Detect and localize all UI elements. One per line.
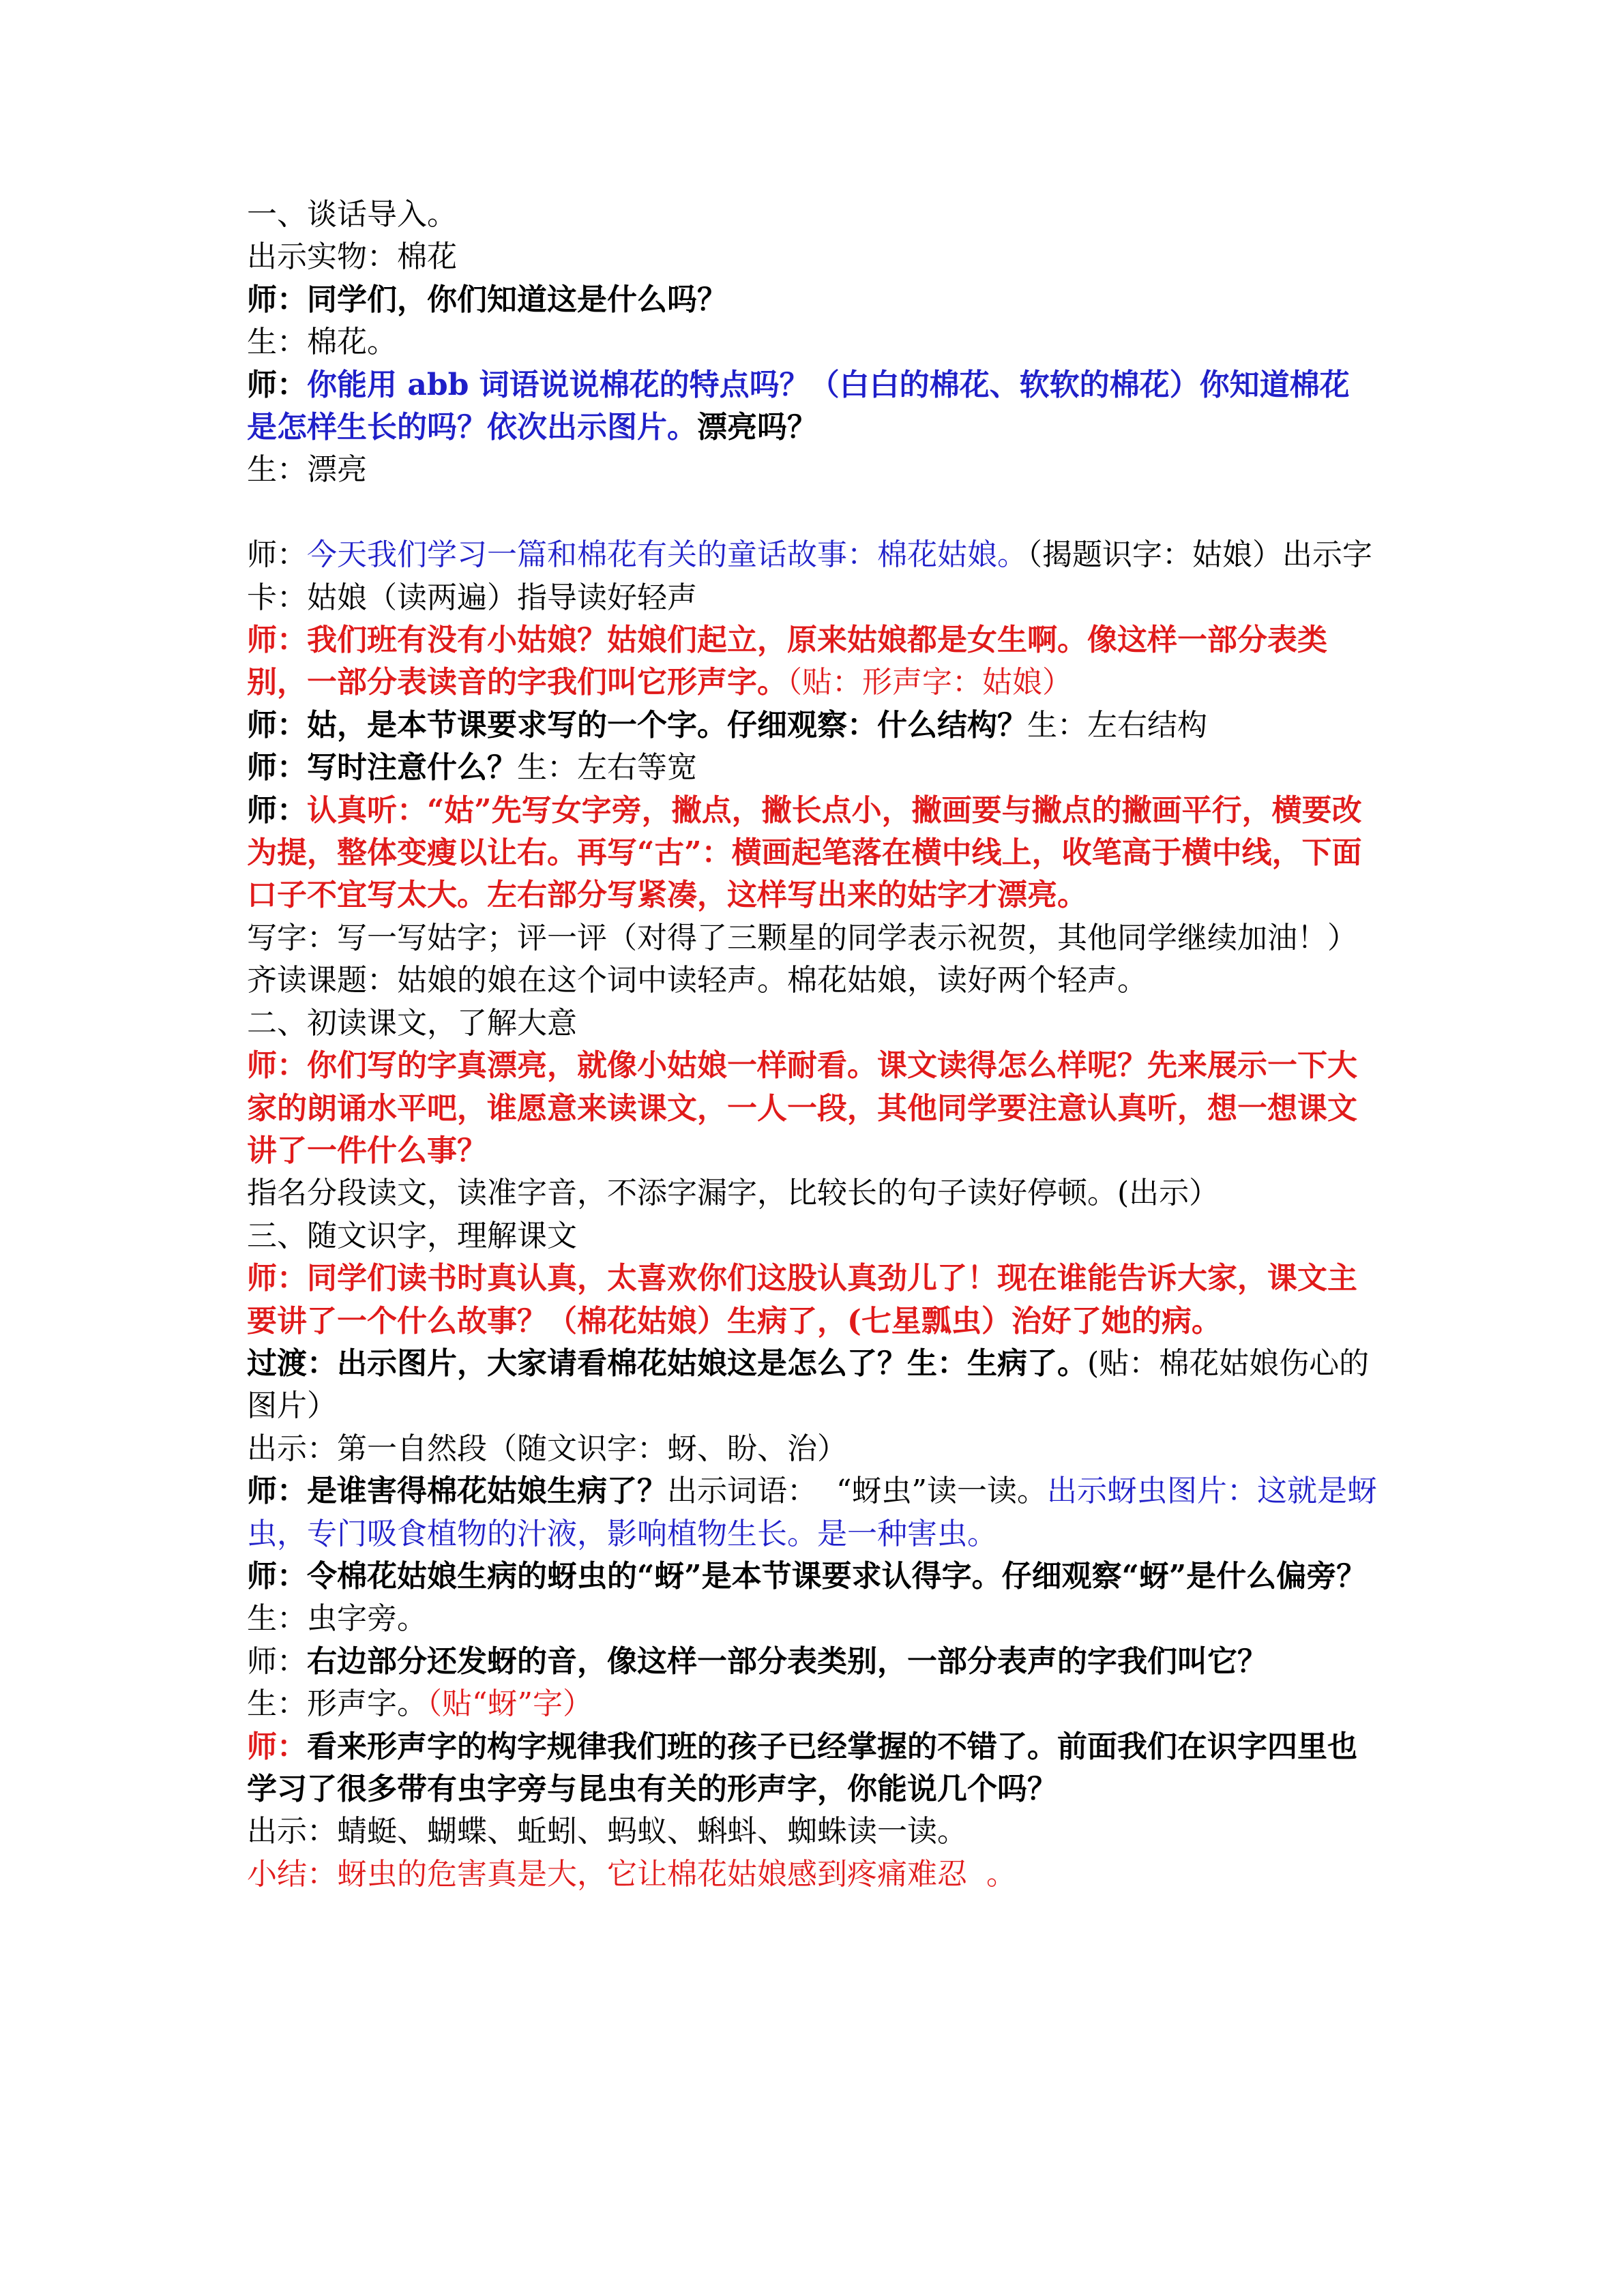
text-run: 师： (247, 537, 307, 573)
paragraph (247, 1810, 1379, 1853)
text-run: 一、谈话导入。 (247, 197, 457, 232)
text-run: 师： (247, 792, 307, 828)
paragraph (247, 1045, 1379, 1172)
text-run: 师：同学们，你们知道这是什么吗？ (247, 282, 727, 317)
paragraph (247, 619, 1379, 704)
paragraph (247, 1172, 1379, 1214)
text-run: 师：我们班有没有小姑娘？姑娘们起立，原来姑娘都是女生啊。像这样一部分表类别，一部分表读音的字我们叫它形声字。 (247, 623, 1327, 700)
text-run: 你能用 abb 词语说说棉花的特点吗？（白白的棉花、软软的棉花）你知道棉花是怎样生长的吗？依次出示图片。 (247, 367, 1350, 445)
paragraph (247, 1555, 1379, 1598)
paragraph (247, 1215, 1379, 1257)
text-run: 生：左右结构 (1027, 707, 1207, 743)
text-run: 指名分段读文，读准字音，不添字漏字，比较长的句子读好停顿。(出示） (247, 1176, 1220, 1211)
paragraph (247, 1343, 1379, 1428)
text-run: 师： (247, 367, 307, 402)
paragraph (247, 1726, 1379, 1811)
paragraph (247, 236, 1379, 278)
text-run: 生：漂亮 (247, 452, 367, 488)
text-run: 三、随文识字，理解课文 (247, 1218, 577, 1253)
text-run: 二、初读课文，了解大意 (247, 1005, 577, 1041)
text-run: 师： (247, 1729, 307, 1764)
text-run: 师： (247, 1643, 307, 1679)
paragraph (247, 1683, 1379, 1725)
paragraph (247, 790, 1379, 917)
paragraph (247, 1853, 1379, 1896)
paragraph (247, 704, 1379, 747)
text-run: 小结：蚜虫的危害真是大，它让棉花姑娘感到疼痛难忍 。 (247, 1856, 1016, 1892)
text-run: 出示：第一自然段（随文识字：蚜、盼、治） (247, 1431, 847, 1466)
lesson-plan-text (247, 194, 1624, 1896)
text-run: 师：写时注意什么？ (247, 750, 517, 786)
text-run: 出示蚜虫图片：这就是蚜虫，专门吸食植物的汁液，影响植物生长。是一种害虫。 (247, 1474, 1377, 1551)
text-run: 生：形声字。 (247, 1686, 427, 1722)
text-run: 师：姑，是本节课要求写的一个字。仔细观察：什么结构？ (247, 707, 1027, 743)
text-run: 认真听：“姑”先写女字旁，撇点，撇长点小，撇画要与撇点的撇画平行，横要改为提，整体变瘦以让右。再写“古”：横画起笔落在横中线上，收笔高于横中线，下面口子不宜写太大。左右部分写紧凑，这样写出来的姑字才漂亮。 (247, 792, 1362, 913)
text-run: 右边部分还发蚜的音，像这样一部分表类别，一部分表声的字我们叫它？ (307, 1643, 1267, 1679)
text-run: 漂亮吗？ (697, 410, 817, 445)
paragraph (247, 1257, 1379, 1343)
text-run: 生：棉花。 (247, 325, 397, 360)
text-run: (贴：棉花姑娘伤心的图片） (247, 1345, 1370, 1424)
text-run: 出示词语： “蚜虫”读一读。 (667, 1474, 1047, 1509)
paragraph (247, 449, 1379, 491)
paragraph (247, 321, 1379, 363)
text-run: （贴：形声字：姑娘） (787, 665, 1072, 700)
paragraph (247, 279, 1379, 321)
paragraph (247, 747, 1379, 789)
text-run: 出示：蜻蜓、蝴蝶、蚯蚓、蚂蚁、蝌蚪、蜘蛛读一读。 (247, 1814, 967, 1849)
paragraph (247, 1002, 1379, 1045)
paragraph (247, 959, 1379, 1002)
text-run: 生：左右等宽 (517, 750, 697, 786)
text-run: 齐读课题：姑娘的娘在这个词中读轻声。棉花姑娘，读好两个轻声。 (247, 963, 1147, 998)
text-run: 师：你们写的字真漂亮，就像小姑娘一样耐看。课文读得怎么样呢？先来展示一下大家的朗诵水平吧，谁愿意来读课文，一人一段，其他同学要注意认真听，想一想课文讲了一件什么事？ (247, 1048, 1357, 1168)
text-run: 师：同学们读书时真认真，太喜欢你们这股认真劲儿了！现在谁能告诉大家，课文主要讲了一个什么故事？（棉花姑娘）生病了，(七星瓢虫）治好了她的病。 (247, 1261, 1357, 1339)
text-run: 师：令棉花姑娘生病的蚜虫的“蚜”是本节课要求认得字。仔细观察“蚜”是什么偏旁？ (247, 1558, 1367, 1594)
paragraph (247, 1641, 1379, 1683)
paragraph (247, 1470, 1379, 1555)
text-run: 生：虫字旁。 (247, 1601, 427, 1637)
text-run: 师：是谁害得棉花姑娘生病了？ (247, 1474, 667, 1509)
text-run: 看来形声字的构字规律我们班的孩子已经掌握的不错了。前面我们在识字四里也学习了很多带有虫字旁与昆虫有关的形声字，你能说几个吗？ (247, 1729, 1357, 1807)
text-run: （揭题识字：姑娘）出示字卡：姑娘（读两遍）指导读好轻声 (247, 537, 1372, 615)
paragraph (247, 194, 1379, 236)
paragraph (247, 1598, 1379, 1640)
text-run: 过渡：出示图片，大家请看棉花姑娘这是怎么了？生：生病了。 (247, 1345, 1087, 1381)
text-run: （贴“蚜”字） (427, 1686, 593, 1722)
text-run: 写字：写一写姑字；评一评（对得了三颗星的同学表示祝贺，其他同学继续加油！） (247, 920, 1357, 955)
paragraph (247, 534, 1379, 619)
text-run: 出示实物：棉花 (247, 239, 457, 275)
paragraph (247, 364, 1379, 449)
blank-line (247, 492, 1624, 534)
text-run: 今天我们学习一篇和棉花有关的童话故事：棉花姑娘。 (307, 537, 1027, 573)
paragraph (247, 917, 1379, 959)
paragraph (247, 1428, 1379, 1470)
